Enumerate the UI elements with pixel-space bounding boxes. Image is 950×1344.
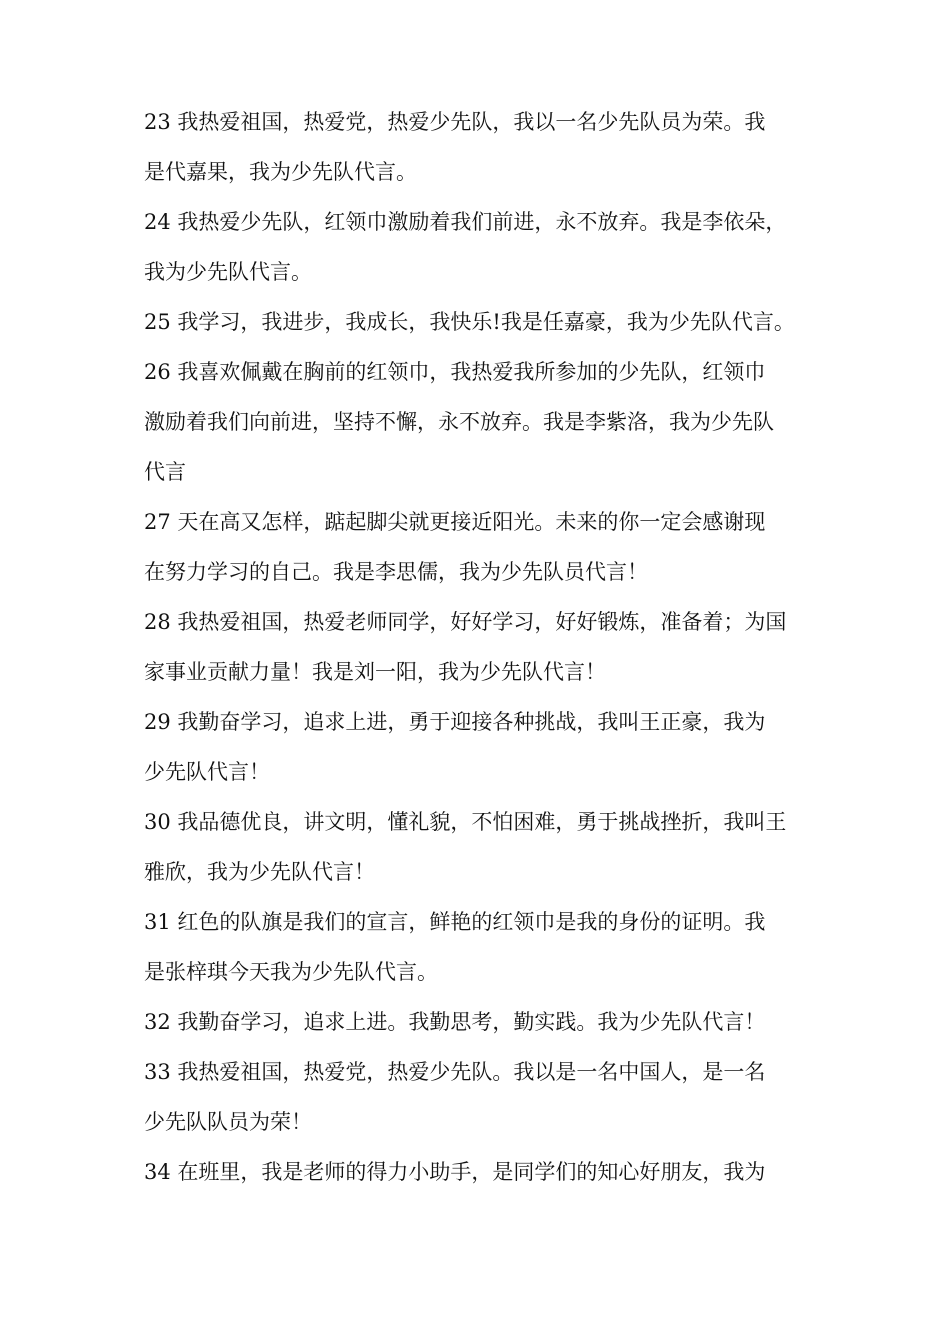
entry-line: 雅欣，我为少先队代言！ [144, 860, 375, 884]
entry-line: 是张梓琪今天我为少先队代言。 [144, 960, 438, 984]
entry-line: 30 我品德优良，讲文明，懂礼貌，不怕困难，勇于挑战挫折，我叫王 [144, 810, 787, 834]
entry-31 [144, 897, 820, 997]
entry-28 [144, 597, 820, 697]
entry-26 [144, 347, 820, 497]
entry-24 [144, 197, 820, 297]
entry-27 [144, 497, 820, 597]
entry-line: 31 红色的队旗是我们的宣言，鲜艳的红领巾是我的身份的证明。我 [144, 910, 766, 934]
entry-line: 29 我勤奋学习，追求上进，勇于迎接各种挑战，我叫王正豪，我为 [144, 710, 766, 734]
entry-line: 32 我勤奋学习，追求上进。我勤思考，勤实践。我为少先队代言！ [144, 1010, 766, 1034]
entry-line: 是代嘉果，我为少先队代言。 [144, 160, 417, 184]
entry-line: 少先队队员为荣！ [144, 1110, 312, 1134]
entry-line: 24 我热爱少先队，红领巾激励着我们前进，永不放弃。我是李依朵， [144, 210, 787, 234]
entry-line: 33 我热爱祖国，热爱党，热爱少先队。我以是一名中国人，是一名 [144, 1060, 766, 1084]
entry-line: 26 我喜欢佩戴在胸前的红领巾，我热爱我所参加的少先队，红领巾 [144, 360, 766, 384]
entry-23 [144, 97, 820, 197]
entry-line: 代言 [144, 460, 186, 484]
entry-line: 家事业贡献力量！我是刘一阳，我为少先队代言！ [144, 660, 606, 684]
document-body [144, 97, 820, 1197]
entry-line: 25 我学习，我进步，我成长，我快乐!我是任嘉豪，我为少先队代言。 [144, 310, 795, 334]
entry-25 [144, 297, 820, 347]
entry-line: 23 我热爱祖国，热爱党，热爱少先队，我以一名少先队员为荣。我 [144, 110, 766, 134]
entry-line: 在努力学习的自己。我是李思儒，我为少先队员代言！ [144, 560, 648, 584]
entry-line: 28 我热爱祖国，热爱老师同学，好好学习，好好锻炼，准备着；为国 [144, 610, 787, 634]
entry-29 [144, 697, 820, 797]
entry-line: 34 在班里，我是老师的得力小助手，是同学们的知心好朋友，我为 [144, 1160, 766, 1184]
entry-line: 少先队代言！ [144, 760, 270, 784]
entry-line: 激励着我们向前进，坚持不懈，永不放弃。我是李紫洛，我为少先队 [144, 410, 774, 434]
entry-34 [144, 1147, 820, 1197]
entry-32 [144, 997, 820, 1047]
entry-33 [144, 1047, 820, 1147]
entry-30 [144, 797, 820, 897]
entry-line: 我为少先队代言。 [144, 260, 312, 284]
entry-line: 27 天在高又怎样，踮起脚尖就更接近阳光。未来的你一定会感谢现 [144, 510, 766, 534]
